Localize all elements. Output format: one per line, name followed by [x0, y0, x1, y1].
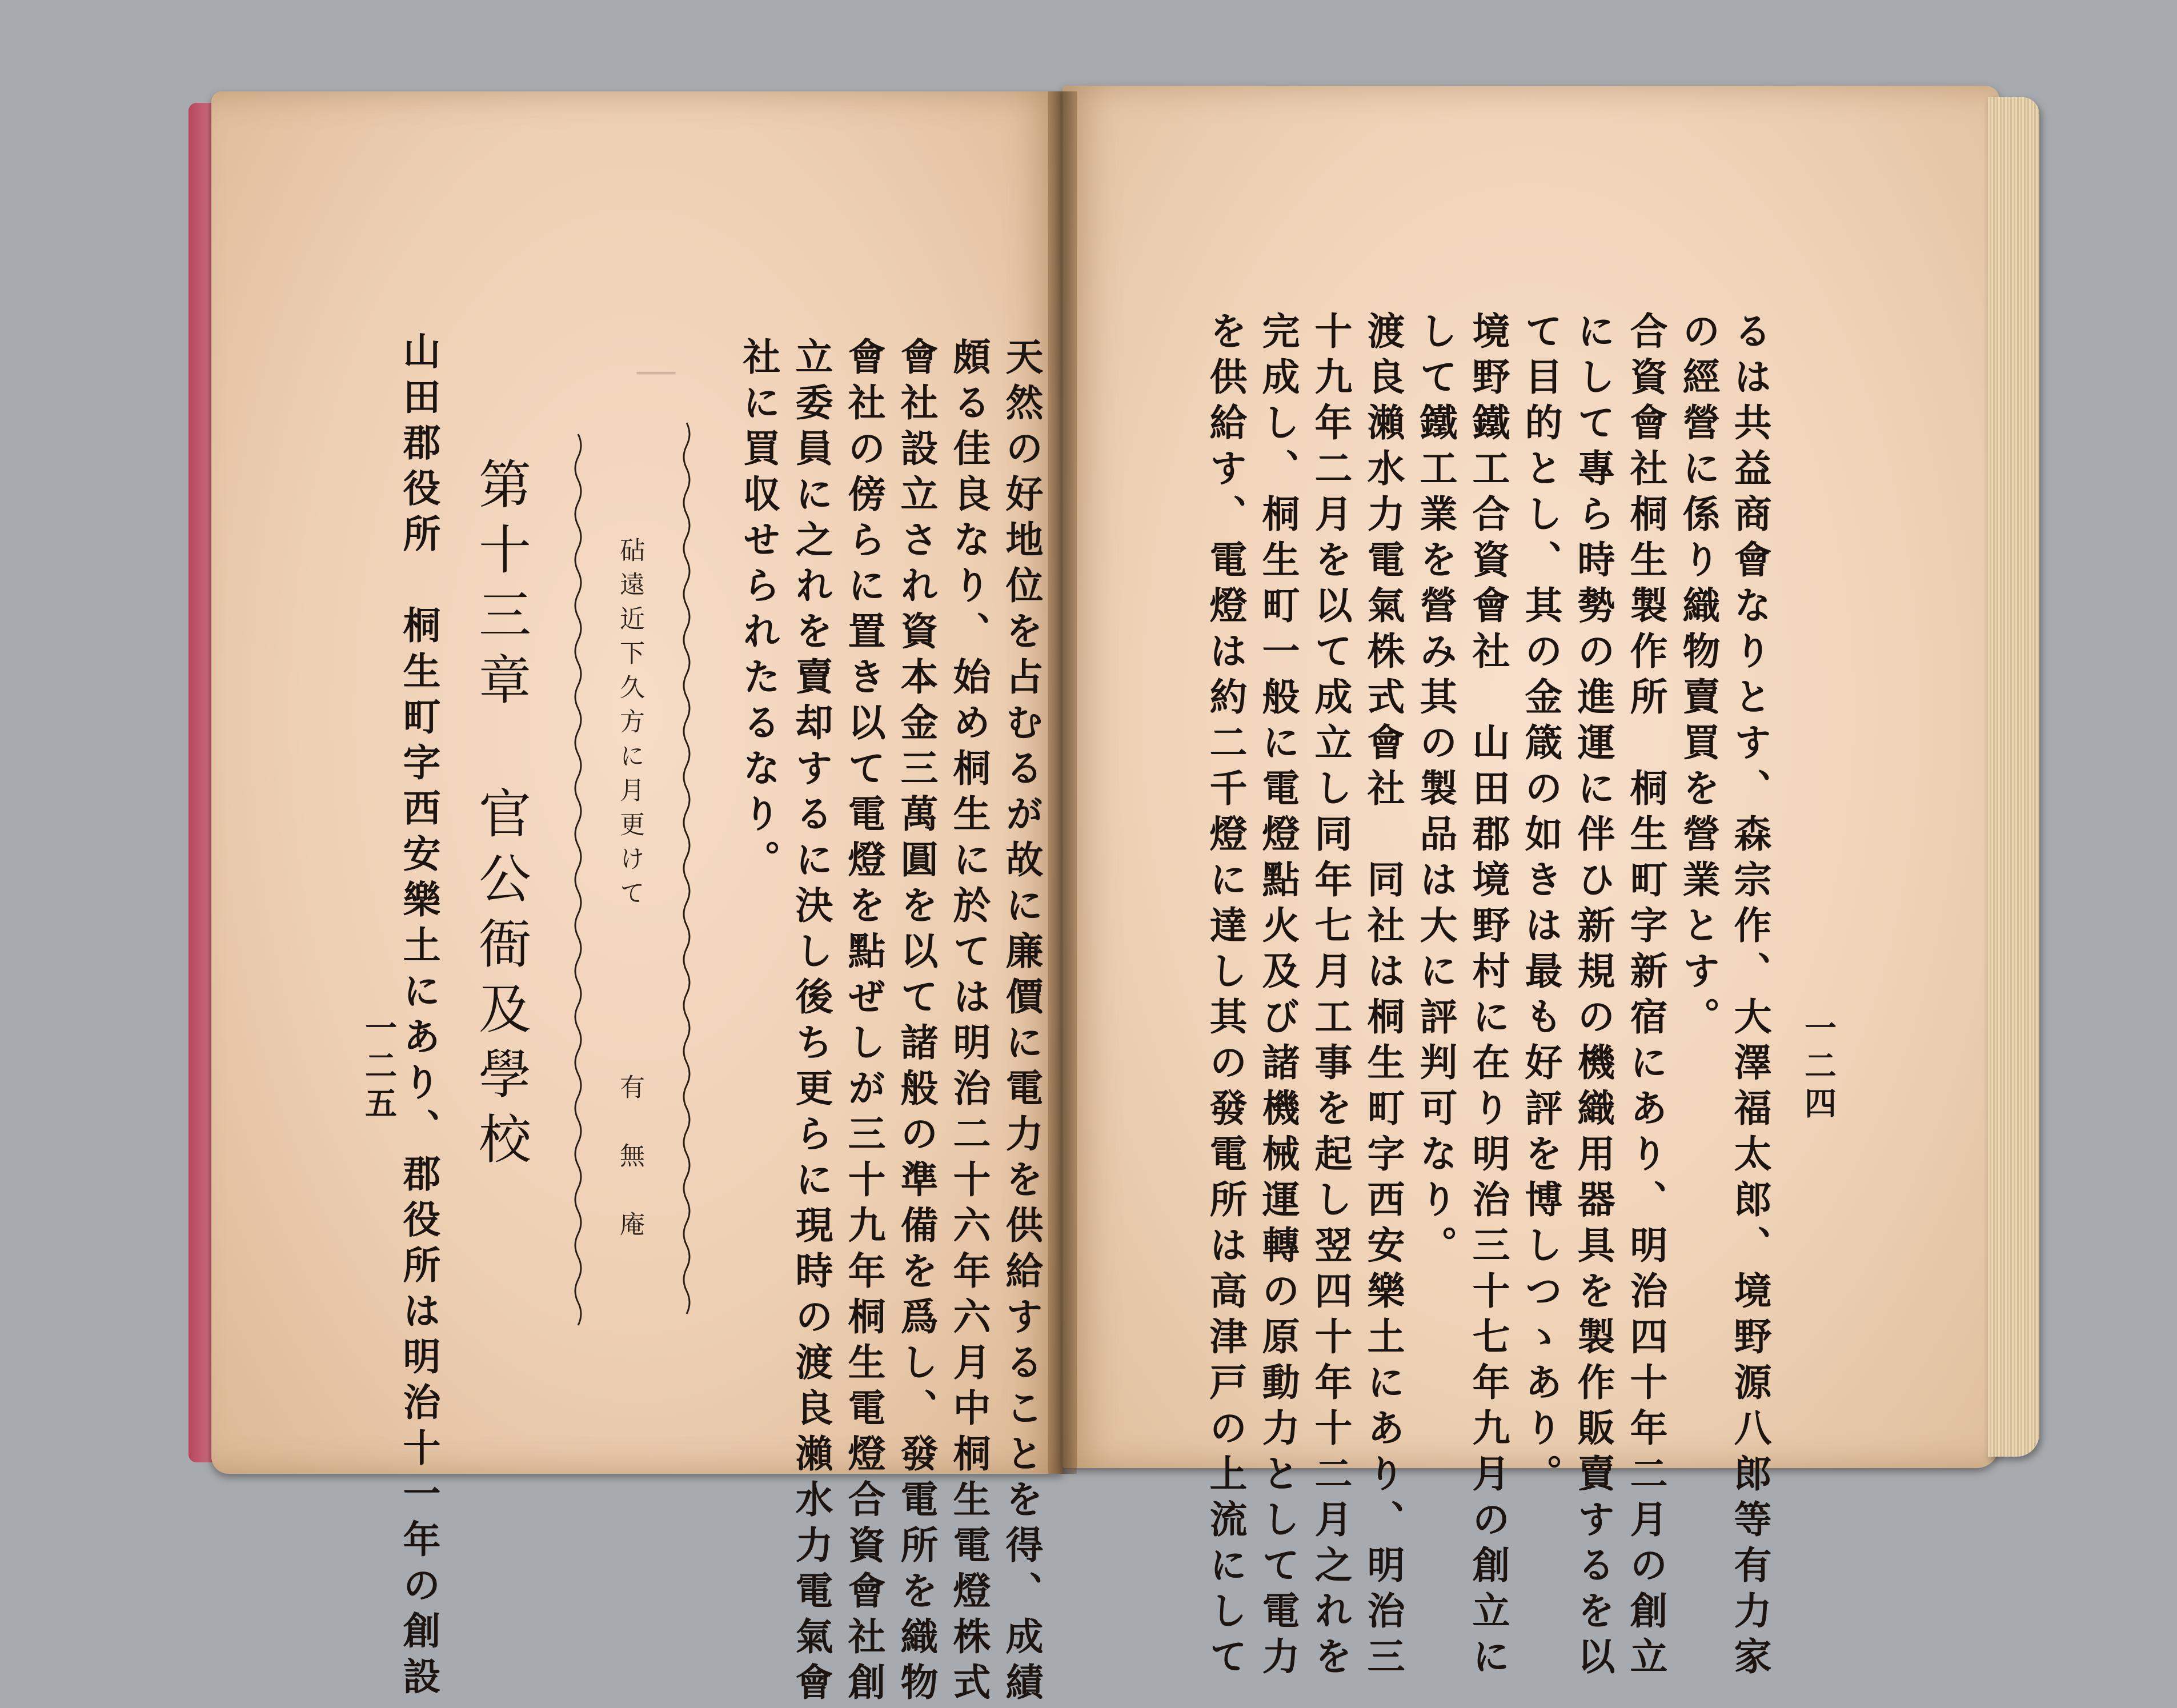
text-column: 頗る佳良なり、始め桐生に於ては明治二十六年六月中桐生電燈株式 [947, 337, 991, 1708]
text-column: るは共益商會なりとす、森宗作、大澤福太郎、境野源八郎等有力家 [1727, 311, 1772, 1682]
bleed-through: ｜ [631, 354, 675, 400]
text-column: 立委員に之れを賣却するに決し後ち更らに現時の渡良瀨水力電氣會 [789, 337, 833, 1708]
page-number-left: 一二五 [360, 1011, 398, 1124]
text-column: 會社の傍らに置き以て電燈を點ぜしが三十九年桐生電燈合資會社創 [841, 337, 886, 1708]
book-gutter [1048, 91, 1077, 1474]
chapter-heading [470, 457, 531, 1177]
text-column: して鐵工業を營み其の製品は大に評判可なり。 [1413, 311, 1458, 1271]
poem-author: 有 無 庵 [615, 1074, 644, 1245]
text-column: 社に買収せられたるなり。 [736, 337, 781, 885]
text-column: て目的とし、其の金箴の如きは最も好評を博しつゝあり。 [1518, 311, 1563, 1499]
text-column: 渡良瀨水力電氣株式會社 同社は桐生町字西安樂土にあり、明治三 [1361, 311, 1405, 1682]
text-column: 境野鐵工合資會社 山田郡境野村に在り明治三十七年九月の創立に [1466, 311, 1510, 1682]
wavy-rule-left [571, 434, 585, 1325]
text-column: 完成し、桐生町一般に電燈點火及び諸機械運轉の原動力として電力 [1256, 311, 1300, 1682]
text-column: 山田郡役所 桐生町字西安樂土にあり、郡役所は明治十一年の創設 [396, 331, 441, 1702]
text-column: 天然の好地位を占むるが故に廉價に電力を供給することを得、成績 [999, 337, 1044, 1708]
text-column: の經營に係り織物賣買を營業とす。 [1676, 311, 1721, 1043]
text-column: を供給す、電燈は約二千燈に達し其の發電所は高津戸の上流にして [1203, 311, 1248, 1682]
chapter-title: 官公衙及學校 [470, 786, 531, 1177]
page-number-right: 一二四 [1799, 1011, 1837, 1124]
chapter-number: 第十三章 [470, 457, 531, 717]
text-column: 會社設立され資本金三萬圓を以て諸般の準備を爲し、發電所を織物 [894, 337, 939, 1708]
text-column: 合資會社桐生製作所 桐生町字新宿にあり、明治四十年二月の創立 [1623, 311, 1668, 1682]
wavy-rule-right [680, 423, 693, 1314]
text-column: にして專ら時勢の進運に伴ひ新規の機織用器具を製作販賣するを以 [1571, 311, 1615, 1682]
poem-line: 砧遠近下久方に月更けて [615, 537, 644, 914]
text-column: 十九年二月を以て成立し同年七月工事を起し翌四十年十二月之れを [1308, 311, 1353, 1682]
fore-edge [1988, 97, 2039, 1457]
